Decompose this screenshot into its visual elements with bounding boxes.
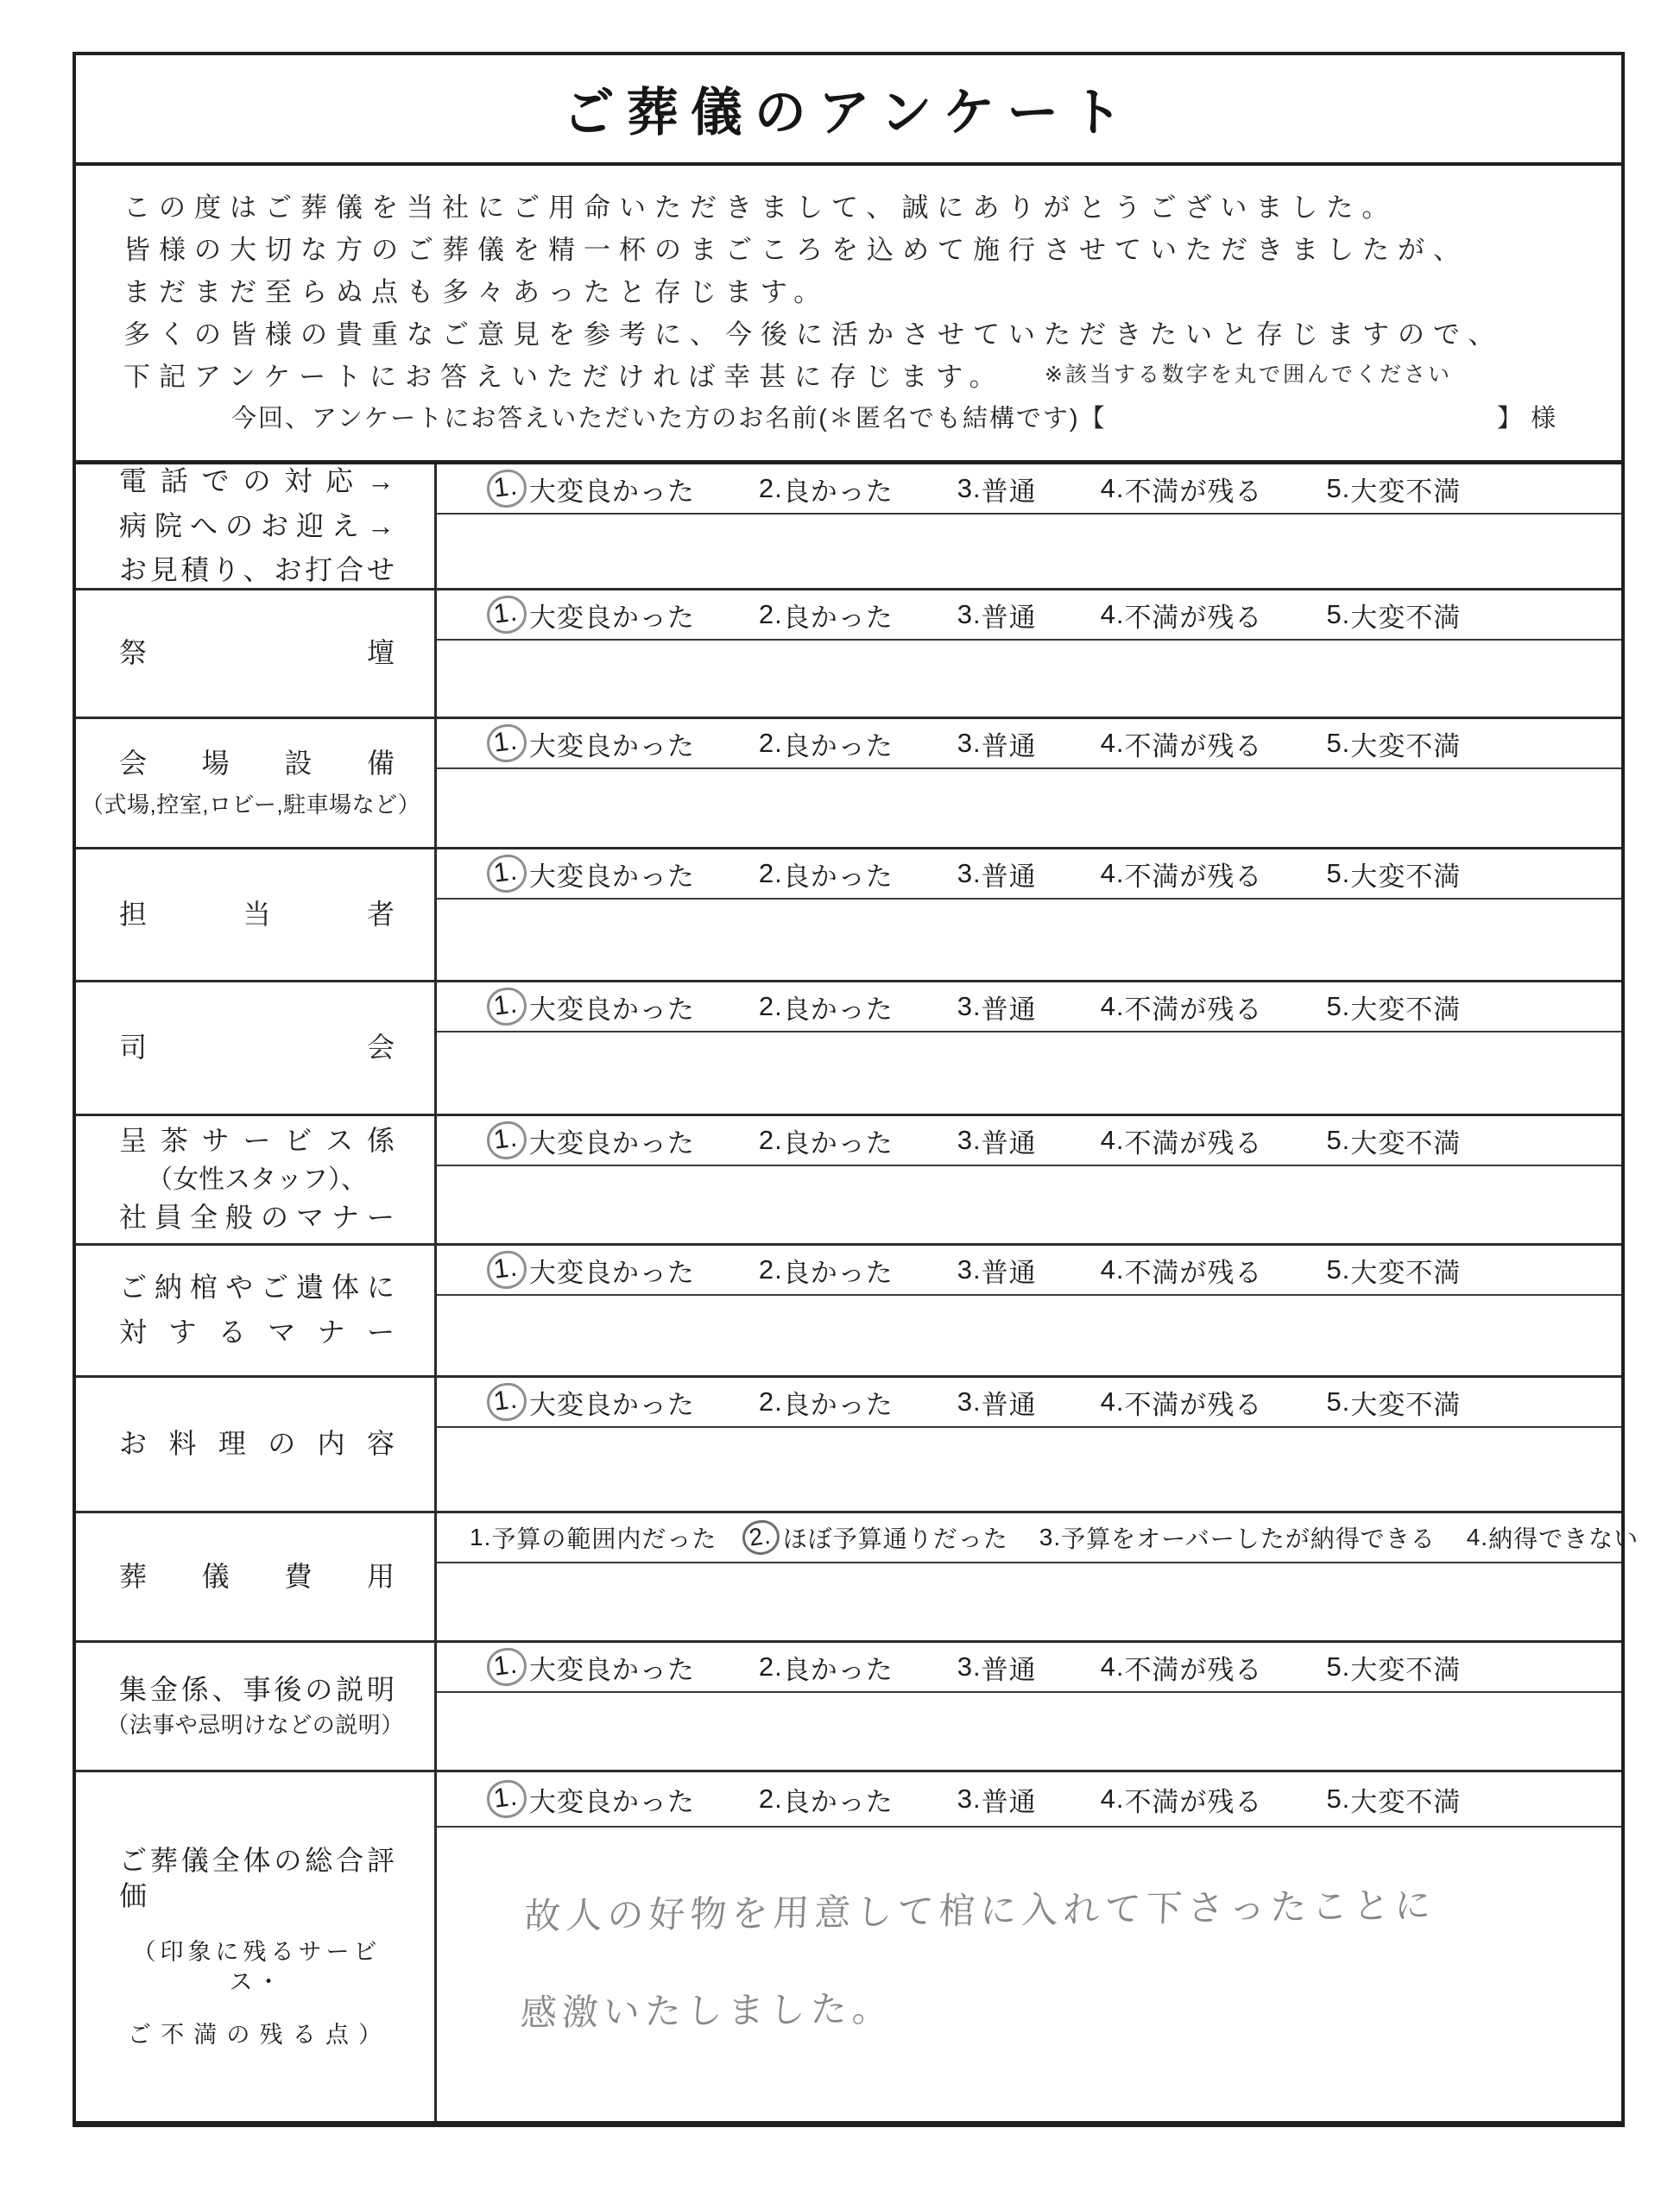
option-number: 3. <box>957 728 982 758</box>
rating-options <box>437 1116 1621 1166</box>
option-label: 良かった <box>782 1257 894 1288</box>
option-number: 5. <box>1326 1125 1351 1155</box>
circled-answer-number: 2. <box>741 1518 782 1556</box>
option-number: 2. <box>758 991 783 1021</box>
option-label: 予算の範囲内だった <box>491 1525 717 1552</box>
circled-answer-number: 1. <box>485 1646 529 1689</box>
option-number: 5. <box>1326 991 1351 1021</box>
option-2 <box>759 596 894 635</box>
name-prompt: 今回、アンケートにお答えいただいた方のお名前(＊匿名でも結構です)【 <box>231 405 1107 433</box>
option-5 <box>1326 1251 1461 1290</box>
option-number: 2. <box>758 1386 783 1417</box>
option-5 <box>1326 596 1461 635</box>
option-3 <box>957 1648 1037 1687</box>
circle-instruction-note: ※該当する数字を丸で囲んでください <box>1045 363 1452 387</box>
option-label: 不満が残る <box>1124 1257 1263 1288</box>
handwritten-line: 感激いたしました。 <box>520 1986 894 2035</box>
comment-area <box>437 1828 1621 2121</box>
option-number: 5. <box>1326 473 1351 503</box>
answer-cell <box>437 719 1621 847</box>
option-2 <box>759 1383 894 1422</box>
circled-answer-number: 1. <box>485 594 529 636</box>
option-label: 良かった <box>782 602 894 633</box>
budget-options <box>437 1513 1639 1563</box>
row-mc <box>76 982 1621 1116</box>
option-label: 不満が残る <box>1124 1389 1263 1420</box>
option-number: 2. <box>758 728 783 758</box>
rating-options <box>437 1378 1621 1428</box>
row-label: 葬儀費用 <box>76 1513 437 1640</box>
rating-options <box>437 719 1621 769</box>
option-label: 普通 <box>981 861 1037 892</box>
option-5 <box>1326 1780 1461 1819</box>
option-1 <box>491 1648 695 1687</box>
option-number: 3. <box>957 599 982 629</box>
option-number: 3. <box>957 858 982 888</box>
option-1 <box>491 724 695 763</box>
row-casket-manner <box>76 1246 1621 1378</box>
comment-area <box>437 641 1621 717</box>
comment-area <box>437 1032 1621 1114</box>
answer-cell <box>437 590 1621 717</box>
option-number: 2. <box>758 1125 783 1155</box>
circled-answer-number: 1. <box>485 1249 529 1291</box>
option-number: 5. <box>1326 599 1351 629</box>
option-label: 不満が残る <box>1124 1786 1263 1817</box>
option-number: 4. <box>1100 599 1125 629</box>
option-number: 3. <box>957 1254 982 1285</box>
option-label: 不満が残る <box>1124 994 1263 1025</box>
option-4 <box>1101 724 1263 763</box>
row-label: 担当者 <box>76 849 437 980</box>
option-number: 4. <box>1100 728 1125 758</box>
circled-answer-number: 1. <box>485 1381 529 1424</box>
survey-sheet <box>73 52 1639 2127</box>
option-2 <box>759 1251 894 1290</box>
option-number: 2. <box>758 1784 783 1814</box>
option-label: 不満が残る <box>1124 861 1263 892</box>
option-3 <box>957 596 1037 635</box>
row-funeral-cost <box>76 1513 1639 1643</box>
option-5 <box>1326 724 1461 763</box>
comment-area <box>437 1693 1621 1770</box>
answer-cell <box>437 1378 1621 1511</box>
option-label: 不満が残る <box>1124 730 1263 761</box>
circled-answer-number: 1. <box>485 853 529 895</box>
option-label: 大変不満 <box>1350 476 1462 507</box>
row-label: 会場設備 （式場,控室,ロビー,駐車場など） <box>76 719 437 847</box>
option-1 <box>491 1383 695 1422</box>
option-3 <box>957 1780 1037 1819</box>
row-collection-explanation <box>76 1643 1621 1772</box>
handwritten-comment <box>433 1821 1626 2063</box>
rating-options <box>437 1643 1621 1693</box>
row-overall-evaluation <box>76 1772 1621 2121</box>
row-food <box>76 1378 1621 1513</box>
respondent-name-line <box>231 399 1564 434</box>
circled-answer-number: 1. <box>485 986 529 1028</box>
option-number: 4. <box>1100 858 1125 888</box>
option-number: 4. <box>1100 1784 1125 1814</box>
option-number: 2. <box>758 858 783 888</box>
option-3 <box>957 1383 1037 1422</box>
option-1 <box>491 988 695 1026</box>
option-number: 3. <box>1039 1524 1062 1550</box>
option-3 <box>1039 1520 1436 1555</box>
option-2 <box>759 1780 894 1819</box>
option-2 <box>759 724 894 763</box>
option-label: 大変良かった <box>528 994 695 1025</box>
row-label: 呈茶サービス係 （女性スタッフ）、 社員全般のマナー <box>76 1116 437 1243</box>
option-5 <box>1326 1383 1461 1422</box>
option-3 <box>957 470 1037 508</box>
option-number: 5. <box>1326 1651 1351 1682</box>
comment-area <box>437 1563 1621 1640</box>
circled-answer-number: 1. <box>485 1778 529 1821</box>
rating-options <box>437 849 1621 900</box>
option-1 <box>491 470 695 508</box>
option-number: 1. <box>470 1524 492 1550</box>
circled-answer-number: 1. <box>485 1120 529 1162</box>
answer-cell <box>437 1772 1621 2121</box>
option-label: 良かった <box>782 1127 894 1159</box>
option-label: 納得できない <box>1488 1525 1639 1552</box>
option-number: 3. <box>957 1651 982 1682</box>
option-4 <box>1101 1648 1263 1687</box>
option-label: 大変不満 <box>1350 861 1462 892</box>
option-number: 3. <box>957 1386 982 1417</box>
rating-options <box>437 1246 1621 1296</box>
option-label: 大変不満 <box>1350 994 1462 1025</box>
comment-area <box>437 1166 1621 1243</box>
option-label: 良かった <box>782 861 894 892</box>
rating-options <box>437 590 1621 641</box>
option-4 <box>1467 1520 1639 1555</box>
option-number: 4. <box>1100 1386 1125 1417</box>
option-number: 2. <box>758 1651 783 1682</box>
option-number: 5. <box>1326 858 1351 888</box>
option-4 <box>1101 1251 1263 1290</box>
option-label: 普通 <box>981 476 1037 507</box>
comment-area <box>437 1428 1621 1511</box>
option-label: 普通 <box>981 1389 1037 1420</box>
option-5 <box>1326 855 1461 893</box>
option-label: 普通 <box>981 1127 1037 1159</box>
option-label: 大変不満 <box>1350 1257 1462 1288</box>
option-5 <box>1326 1121 1461 1160</box>
option-label: 大変良かった <box>528 861 695 892</box>
answer-cell <box>437 464 1621 588</box>
option-label: 大変不満 <box>1350 1654 1462 1685</box>
option-label: 良かった <box>782 1654 894 1685</box>
answer-cell <box>437 1116 1621 1243</box>
option-label: 不満が残る <box>1124 602 1263 633</box>
option-label: 予算をオーバーしたが納得できる <box>1061 1525 1436 1552</box>
row-label: お料理の内容 <box>76 1378 437 1511</box>
name-suffix: 】様 <box>1496 405 1564 433</box>
option-number: 5. <box>1326 728 1351 758</box>
answer-cell <box>437 1643 1621 1770</box>
option-label: 良かった <box>782 1786 894 1817</box>
option-4 <box>1101 855 1263 893</box>
option-4 <box>1101 1383 1263 1422</box>
option-label: 大変不満 <box>1350 1127 1462 1159</box>
option-number: 2. <box>758 473 783 503</box>
option-1 <box>491 596 695 635</box>
intro-line: 下記アンケートにお答えいただければ幸甚に存じます。 <box>123 362 1005 392</box>
intro-line: 皆様の大切な方のご葬儀を精一杯のまごころを込めて施行させていただきましたが、 <box>123 235 1468 265</box>
option-2 <box>759 988 894 1026</box>
option-number: 3. <box>957 1125 982 1155</box>
option-number: 5. <box>1326 1784 1351 1814</box>
row-label: 集金係、事後の説明 （法事や忌明けなどの説明） <box>76 1643 437 1770</box>
survey-table <box>76 460 1639 2121</box>
row-label: ご葬儀全体の総合評価 （印象に残るサービス・ ご不満の残る点） <box>76 1772 437 2121</box>
option-label: 大変良かった <box>528 1786 695 1817</box>
option-4 <box>1101 1780 1263 1819</box>
intro-line: この度はご葬儀を当社にご用命いただきまして、誠にありがとうございました。 <box>123 193 1398 223</box>
option-label: 大変良かった <box>528 476 695 507</box>
option-label: 大変不満 <box>1350 1786 1462 1817</box>
comment-area <box>437 769 1621 847</box>
option-label: 良かった <box>782 476 894 507</box>
option-label: 普通 <box>981 730 1037 761</box>
option-number: 4. <box>1100 991 1125 1021</box>
option-2 <box>748 1520 1007 1555</box>
option-3 <box>957 1251 1037 1290</box>
option-label: 大変良かった <box>528 730 695 761</box>
option-label: 大変良かった <box>528 1389 695 1420</box>
option-label: 大変良かった <box>528 1257 695 1288</box>
row-telephone-reception <box>76 464 1621 590</box>
page-title: ご葬儀のアンケート <box>562 84 1135 142</box>
option-number: 4. <box>1100 1125 1125 1155</box>
option-number: 2. <box>758 1254 783 1285</box>
option-number: 3. <box>957 991 982 1021</box>
row-altar <box>76 590 1621 719</box>
option-label: 普通 <box>981 994 1037 1025</box>
option-label: 大変不満 <box>1350 1389 1462 1420</box>
option-label: 普通 <box>981 1654 1037 1685</box>
rating-options <box>437 1772 1621 1828</box>
option-label: 不満が残る <box>1124 1127 1263 1159</box>
option-label: 大変不満 <box>1350 730 1462 761</box>
option-label: 大変良かった <box>528 1127 695 1159</box>
option-4 <box>1101 470 1263 508</box>
comment-area <box>437 900 1621 980</box>
option-label: 大変良かった <box>528 602 695 633</box>
option-number: 2. <box>758 599 783 629</box>
option-label: 普通 <box>981 602 1037 633</box>
option-2 <box>759 1121 894 1160</box>
answer-cell <box>437 849 1621 980</box>
option-3 <box>957 855 1037 893</box>
option-label: 良かった <box>782 730 894 761</box>
row-label: 司会 <box>76 982 437 1114</box>
option-3 <box>957 1121 1037 1160</box>
row-label: ご納棺やご遺体に 対するマナー <box>76 1246 437 1375</box>
row-venue-facilities <box>76 719 1621 849</box>
option-5 <box>1326 470 1461 508</box>
option-2 <box>759 1648 894 1687</box>
option-label: 大変不満 <box>1350 602 1462 633</box>
option-number: 4. <box>1100 473 1125 503</box>
row-label: 祭壇 <box>76 590 437 717</box>
option-5 <box>1326 1648 1461 1687</box>
option-1 <box>470 1520 717 1555</box>
option-5 <box>1326 988 1461 1026</box>
option-2 <box>759 470 894 508</box>
option-4 <box>1101 596 1263 635</box>
option-number: 4. <box>1466 1524 1489 1550</box>
rating-options <box>437 982 1621 1032</box>
answer-cell <box>437 1246 1621 1375</box>
rating-options <box>437 464 1621 515</box>
handwritten-line: 故人の好物を用意して棺に入れて下さったことに <box>523 1884 1437 1938</box>
option-label: 大変良かった <box>528 1654 695 1685</box>
option-label: 良かった <box>782 1389 894 1420</box>
option-number: 5. <box>1326 1386 1351 1417</box>
option-label: 普通 <box>981 1257 1037 1288</box>
option-label: 不満が残る <box>1124 476 1263 507</box>
option-4 <box>1101 988 1263 1026</box>
comment-area <box>437 515 1621 588</box>
comment-area <box>437 1296 1621 1375</box>
circled-answer-number: 1. <box>485 468 529 510</box>
option-2 <box>759 855 894 893</box>
option-number: 3. <box>957 473 982 503</box>
circled-answer-number: 1. <box>485 723 529 765</box>
title-bar <box>76 55 1621 166</box>
answer-cell <box>437 1513 1639 1640</box>
answer-cell <box>437 982 1621 1114</box>
option-number: 4. <box>1100 1651 1125 1682</box>
row-label: 電話での対応→ 病院へのお迎え→ お見積り、お打合せ <box>76 464 437 588</box>
option-number: 4. <box>1100 1254 1125 1285</box>
option-label: 不満が残る <box>1124 1654 1263 1685</box>
option-1 <box>491 855 695 893</box>
option-1 <box>491 1251 695 1290</box>
option-number: 5. <box>1326 1254 1351 1285</box>
option-1 <box>491 1780 695 1819</box>
option-1 <box>491 1121 695 1160</box>
option-4 <box>1101 1121 1263 1160</box>
option-label: ほぼ予算通りだった <box>782 1525 1008 1552</box>
option-3 <box>957 724 1037 763</box>
intro-line: 多くの皆様の貴重なご意見を参考に、今後に活かさせていただきたいと存じますので、 <box>123 319 1504 350</box>
option-3 <box>957 988 1037 1026</box>
intro-line: まだまだ至らぬ点も多々あったと存じます。 <box>123 277 830 307</box>
row-staff-in-charge <box>76 849 1621 982</box>
row-tea-service <box>76 1116 1621 1246</box>
option-label: 良かった <box>782 994 894 1025</box>
option-number: 3. <box>957 1784 982 1814</box>
option-label: 普通 <box>981 1786 1037 1817</box>
